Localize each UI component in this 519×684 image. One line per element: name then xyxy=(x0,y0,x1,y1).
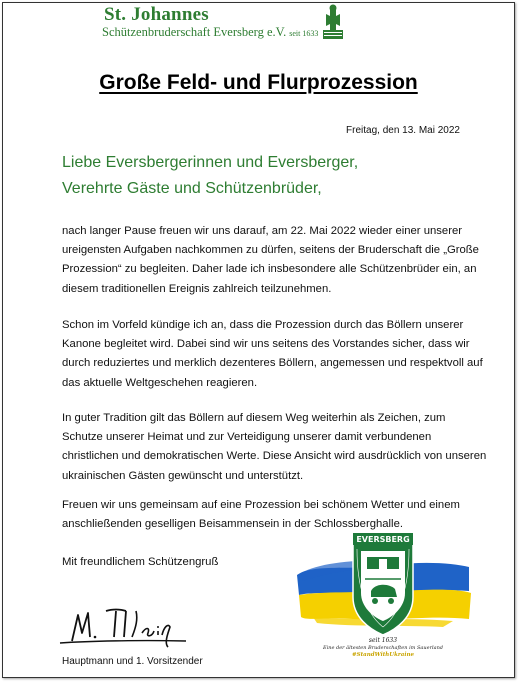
paragraph-line: ureigensten Aufgaben nachkommen zu dürfen, seitens der Bruderschaft die „Große xyxy=(62,244,479,257)
paragraph-1 xyxy=(62,222,479,299)
page-title: Große Feld- und Flurprozession xyxy=(99,71,418,94)
paragraph-line: ukrainischen Gästen gewünscht und unterstützt. xyxy=(62,469,304,482)
letter-page xyxy=(2,2,515,678)
paragraph-line: Kanone begleitet wird. Dabei sind wir uns seitens des Vorstandes sicher, dass wir xyxy=(62,338,470,351)
paragraph-line: Schon im Vorfeld kündige ich an, dass die Prozession durch das Böllern unserer xyxy=(62,319,464,331)
paragraph-line: Schutze unserer Heimat und zur Verteidigung unserer damit verbundenen xyxy=(62,431,432,444)
greeting xyxy=(62,150,358,202)
paragraph-line: das aktuelle Weltgeschehen reagieren. xyxy=(62,376,258,389)
badge-caption-hashtag: #StandWithUkraine xyxy=(352,652,414,658)
brotherhood-crest-icon xyxy=(293,531,473,635)
paragraph-line: Prozession“ zu begleiten. Daher lade ich insbesondere alle Schützenbrüder ein, an xyxy=(62,263,477,276)
paragraph-2 xyxy=(62,316,483,393)
paragraph-line: durch reduziertes und merklich dezenteres Böllern, angemessen und respektvoll auf xyxy=(62,357,483,370)
paragraph-line: christlichen und demokratischen Werte. Diese Ansicht wird ausdrücklich von unseren xyxy=(62,450,487,463)
greeting-line-2: Verehrte Gäste und Schützenbrüder, xyxy=(62,180,322,197)
paragraph-4 xyxy=(62,496,467,534)
paragraph-line: In guter Tradition gilt das Böllern auf diesem Weg weiterhin als Zeichen, zum xyxy=(62,412,446,424)
paragraph-line: Freuen wir uns gemeinsam auf eine Prozession bei schönem Wetter und einem xyxy=(62,499,460,511)
paragraph-line: diesem traditionellen Ereignis zahlreich teilzunehmen. xyxy=(62,282,332,295)
badge-caption-founded: seit 1633 xyxy=(368,637,398,644)
signature-image xyxy=(58,597,188,653)
org-name: St. Johannes xyxy=(104,4,209,25)
letterhead xyxy=(3,3,514,45)
saint-figure-crest-icon xyxy=(321,4,345,40)
paragraph-3 xyxy=(62,409,487,486)
badge-name: EVERSBERG xyxy=(356,535,410,544)
letter-date: Freitag, den 13. Mai 2022 xyxy=(346,125,460,136)
paragraph-line: nach langer Pause freuen wir uns darauf, am 22. Mai 2022 wieder einer unserer xyxy=(62,225,463,237)
stand-with-ukraine-badge xyxy=(293,531,473,673)
org-subtitle-text: Schützenbruderschaft Eversberg e.V. xyxy=(102,25,287,39)
badge-caption-oldest: Eine der ältesten Bruderschaften im Sauerland xyxy=(323,645,443,651)
signatory-title: Hauptmann und 1. Vorsitzender xyxy=(62,656,203,667)
paragraph-line: anschließenden geselligen Beisammensein in der Schlossberghalle. xyxy=(62,518,403,531)
founded-text: seit 1633 xyxy=(289,29,319,38)
org-subtitle xyxy=(102,25,318,40)
closing-salutation: Mit freundlichem Schützengruß xyxy=(62,556,219,568)
greeting-line-1: Liebe Eversbergerinnen und Eversberger, xyxy=(62,154,359,171)
